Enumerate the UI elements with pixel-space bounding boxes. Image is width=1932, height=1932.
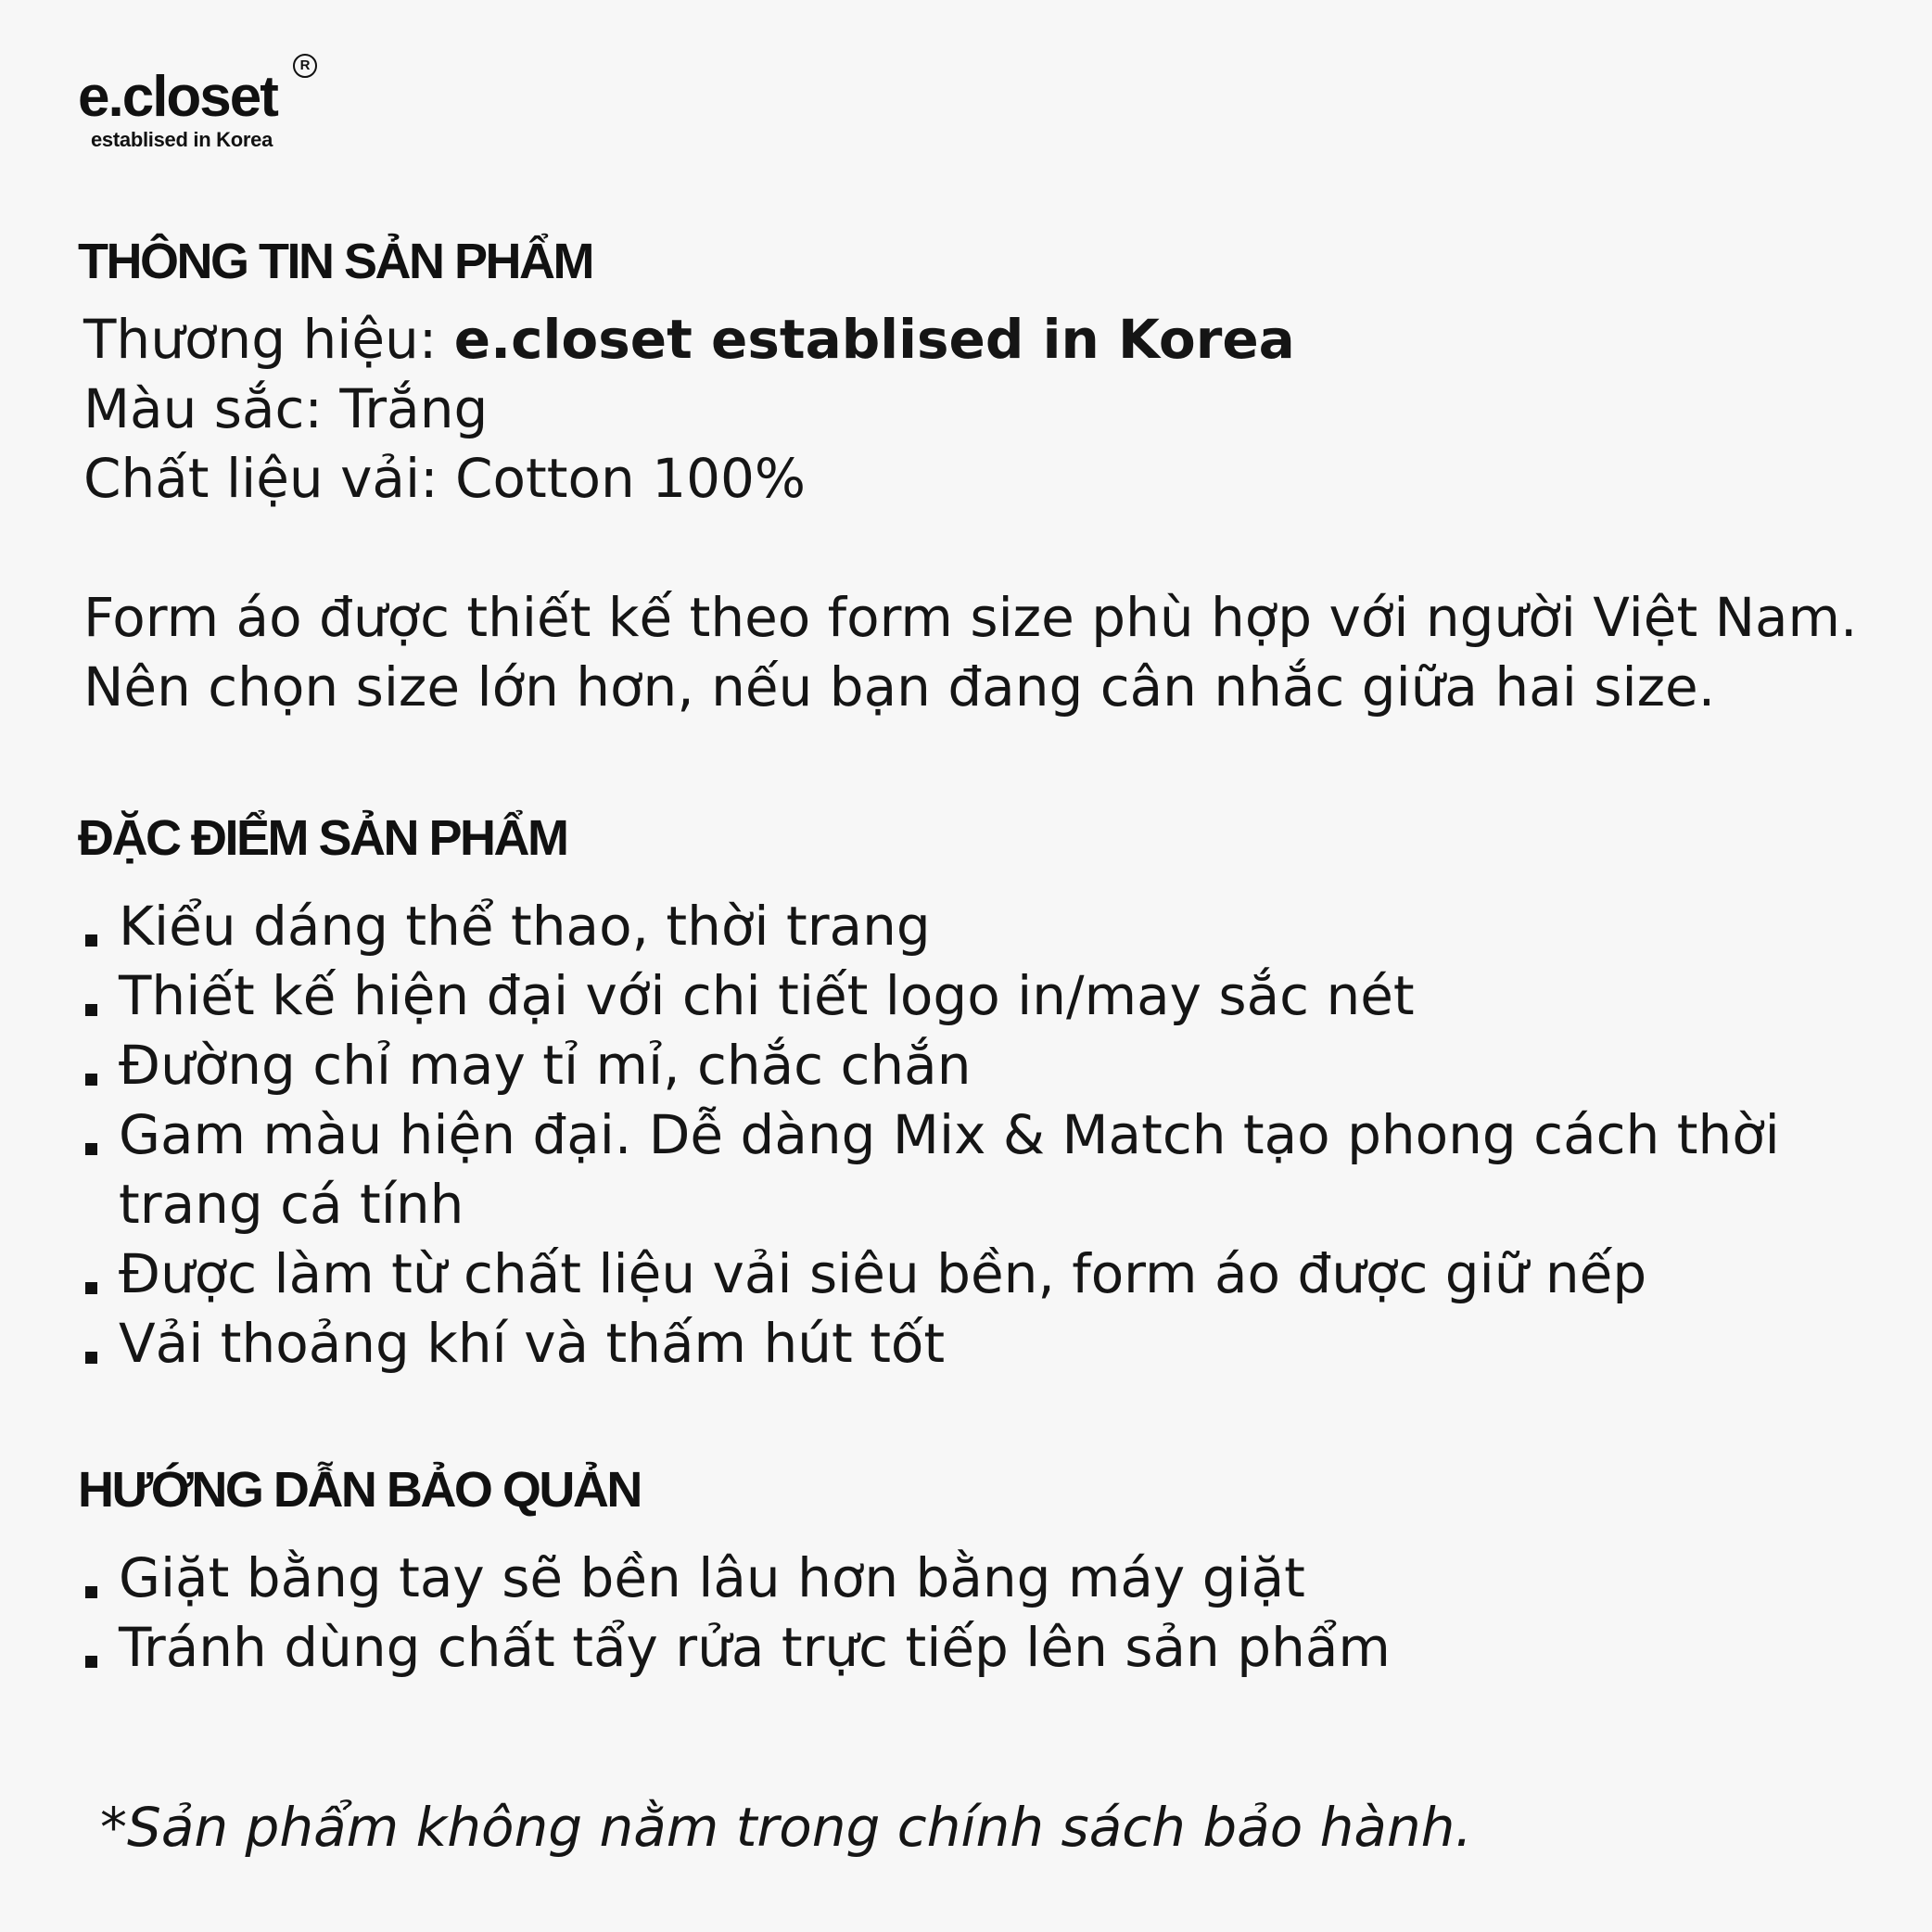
list-item: Gam màu hiện đại. Dễ dàng Mix & Match tạo phong cách thời: [83, 1100, 1780, 1170]
bullet-square-icon: [85, 1074, 97, 1086]
bullet-square-icon: [85, 1586, 97, 1598]
brand-value: e.closet establised in Korea: [453, 308, 1295, 371]
fit-line-2: Nên chọn size lớn hơn, nếu bạn đang cân nhắc giữa hai size.: [83, 655, 1716, 718]
bullet-square-icon: [85, 1656, 97, 1668]
color-line: Màu sắc: Trắng: [83, 377, 489, 440]
brand-line: [83, 308, 1295, 373]
list-item-continuation: trang cá tính: [119, 1173, 464, 1236]
bullet-square-icon: [85, 1352, 97, 1364]
list-item: Đường chỉ may tỉ mỉ, chắc chắn: [83, 1031, 1780, 1100]
list-item: Được làm từ chất liệu vải siêu bền, form áo được giữ nếp: [83, 1239, 1780, 1309]
fit-line-1: Form áo được thiết kế theo form size phù hợp với người Việt Nam.: [83, 586, 1858, 649]
bullet-square-icon: [85, 934, 97, 947]
list-item: Vải thoảng khí và thấm hút tốt: [83, 1309, 1780, 1379]
material-line: Chất liệu vải: Cotton 100%: [83, 447, 807, 510]
bullet-square-icon: [85, 1004, 97, 1016]
list-item: Tránh dùng chất tẩy rửa trực tiếp lên sản phẩm: [83, 1613, 1391, 1683]
product-info-title: THÔNG TIN SẢN PHẨM: [78, 234, 592, 289]
brand-label: Thương hiệu:: [83, 308, 454, 371]
registered-mark: R: [293, 54, 317, 78]
features-title: ĐẶC ĐIỂM SẢN PHẨM: [78, 810, 567, 866]
bullet-square-icon: [85, 1282, 97, 1294]
list-item: Kiểu dáng thể thao, thời trang: [83, 892, 1780, 961]
warranty-note: *Sản phẩm không nằm trong chính sách bảo hành.: [100, 1796, 1472, 1859]
list-item: Thiết kế hiện đại với chi tiết logo in/may sắc nét: [83, 961, 1780, 1031]
features-list: [83, 892, 1780, 1379]
brand-name: e.closet: [78, 65, 277, 129]
list-item: Giặt bằng tay sẽ bền lâu hơn bằng máy giặt: [83, 1544, 1391, 1613]
bullet-square-icon: [85, 1143, 97, 1155]
brand-logo: [78, 54, 337, 156]
care-title: HƯỚNG DẪN BẢO QUẢN: [78, 1462, 641, 1518]
care-list: [83, 1544, 1391, 1683]
brand-tagline: establised in Korea: [91, 128, 273, 151]
